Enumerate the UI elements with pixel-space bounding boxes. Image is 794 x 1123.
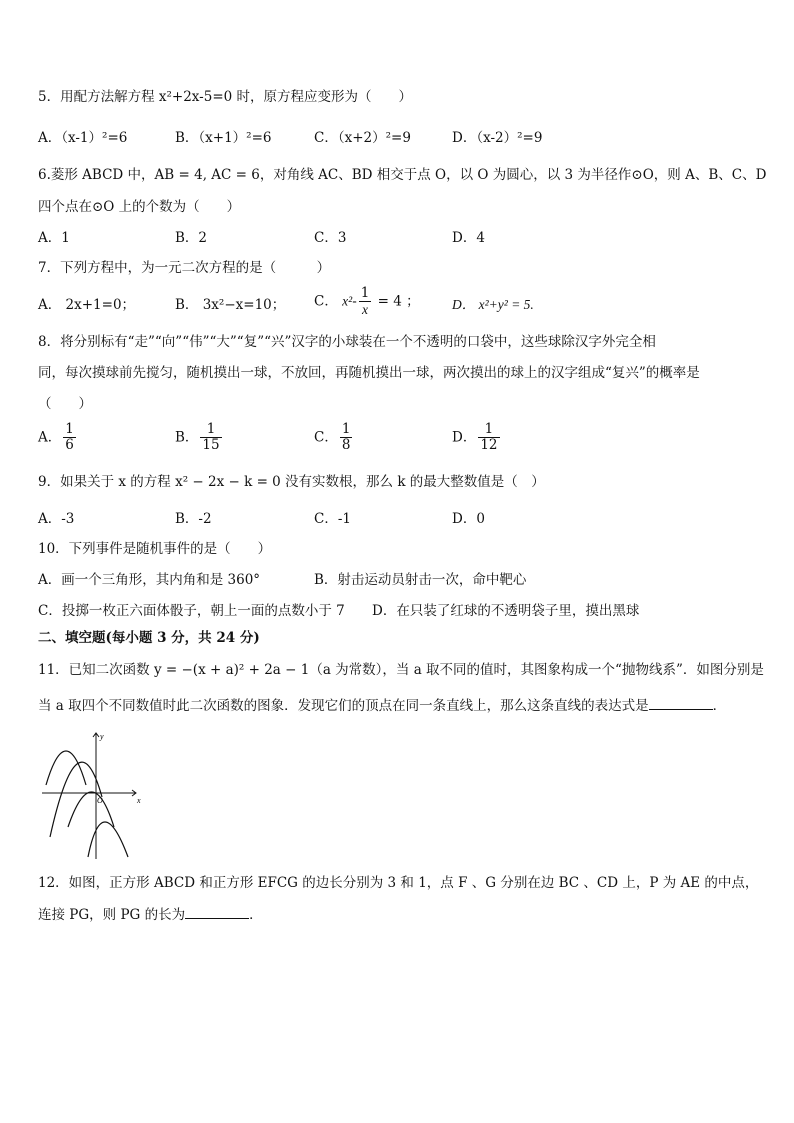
parabola-2 [50,762,102,837]
q12-stem-line2-end: ． [249,907,263,923]
q8-option-c-numerator: 1 [341,421,351,437]
q11-stem-line2-text: 当 a 取四个不同数值时此二次函数的图象．发现它们的顶点在同一条直线上，那么这条直线的表达式是 [38,698,649,714]
q8-option-a-numerator: 1 [65,421,74,437]
q10-stem: 10．下列事件是随机事件的是（ ） [38,541,272,557]
q9-option-a: A．-3 [38,511,75,527]
x-axis-label: x [137,796,141,805]
origin-label: O [97,796,103,805]
q8-option-c-fraction [340,422,353,453]
q9-option-b: B．-2 [175,511,212,527]
q6-option-b: B．2 [175,230,208,246]
q7-option-c-minus: - [352,293,357,310]
q7-option-b: B． 3x²−x=10； [175,297,286,313]
q11-stem-line1: 11．已知二次函数 y = −(x + a)² + 2a − 1（a 为常数），当 a 取不同的值时，其图象构成一个“抛物线系”．如图分别是 [38,662,764,678]
q8-option-a-label: A． [38,429,62,446]
q10-option-d: D．在只装了红球的不透明袋子里，摸出黑球 [372,603,640,619]
q9-option-c: C．-1 [314,511,351,527]
q8-option-d [452,422,502,453]
q8-option-c-label: C． [314,429,338,446]
q8-option-d-numerator: 1 [478,422,499,438]
q8-option-b-label: B． [175,429,199,446]
q8-option-b [175,422,224,453]
q7-option-a: A． 2x+1=0； [38,297,136,313]
q12-stem-line2-text: 连接 PG，则 PG 的长为 [38,907,186,923]
q12-answer-blank [185,906,249,919]
q8-option-b-fraction [200,422,221,453]
q7-option-c-denominator: x [362,302,369,317]
q8-option-d-denominator: 12 [480,437,498,453]
q8-option-a-denominator: 6 [65,437,74,453]
q6-stem-line2: 四个点在⊙O 上的个数为（ ） [38,199,241,215]
q11-parabola-graph [40,727,144,861]
q7-option-c-label: C． [314,293,338,310]
parabola-3 [68,792,114,827]
parabola-1 [46,751,86,785]
q5-option-d: D．（x-2）²=9 [452,130,543,146]
q6-option-c: C．3 [314,230,347,246]
section-heading-fill-in: 二、填空题(每小题 3 分，共 24 分) [38,630,260,646]
q8-stem-line3: （ ） [38,396,92,412]
q8-option-c-denominator: 8 [341,437,351,453]
q7-stem: 7．下列方程中，为一元二次方程的是（ ） [38,260,331,276]
q10-option-c: C．投掷一枚正六面体骰子，朝上一面的点数小于 7 [38,603,345,619]
q12-stem-line2 [38,906,263,924]
q5-option-c: C．（x+2）²=9 [314,130,411,146]
q9-stem: 9．如果关于 x 的方程 x² − 2x − k = 0 没有实数根，那么 k 的最大整数值是（ ） [38,474,545,490]
q7-option-c-x2: x² [342,293,353,309]
q7-option-c [314,286,420,317]
q6-option-d: D．4 [452,230,485,246]
q7-option-d: D． x²+y² = 5. [452,297,534,312]
q8-option-b-numerator: 1 [200,422,221,438]
q8-option-b-denominator: 15 [202,437,220,453]
q11-stem-line2-end: ． [712,698,727,714]
q7-option-c-rhs: = 4 ； [377,293,420,310]
parabola-4 [88,822,128,857]
q8-option-a-fraction [63,422,76,453]
q8-stem-line1: 8．将分别标有“走”“向”“伟”“大”“复”“兴”汉字的小球装在一个不透明的口袋中，这些球除汉字外完全相 [38,334,656,350]
q12-stem-line1: 12．如图，正方形 ABCD 和正方形 EFCG 的边长分别为 3 和 1，点 F 、G 分别在边 BC 、CD 上，P 为 AE 的中点， [38,875,759,891]
q10-option-a: A．画一个三角形，其内角和是 360° [38,572,261,588]
q6-stem-line1: 6.菱形 ABCD 中，AB = 4, AC = 6，对角线 AC、BD 相交于点 O，以 O 为圆心，以 3 为半径作⊙O，则 A、B、C、D [38,167,767,183]
q11-stem-line2 [38,697,726,715]
q8-stem-line2: 同，每次摸球前先搅匀，随机摸出一球，不放回，再随机摸出一球，两次摸出的球上的汉字组成“复兴”的概率是 [38,365,700,381]
q5-option-b: B．（x+1）²=6 [175,130,272,146]
q8-option-d-label: D． [452,429,477,446]
q5-stem: 5．用配方法解方程 x²+2x-5=0 时，原方程应变形为（ ） [38,89,413,105]
q9-option-d: D．0 [452,511,485,527]
q8-option-c [314,422,354,453]
q8-option-a [38,422,78,453]
q6-option-a: A．1 [38,230,70,246]
q11-answer-blank [649,697,713,710]
q7-option-c-fraction [359,286,372,317]
q8-option-d-fraction [478,422,499,453]
y-axis-label: y [100,732,104,741]
q7-option-c-numerator: 1 [360,285,370,301]
q10-option-b: B．射击运动员射击一次，命中靶心 [314,572,527,588]
q5-option-a: A．（x-1）²=6 [38,130,128,146]
